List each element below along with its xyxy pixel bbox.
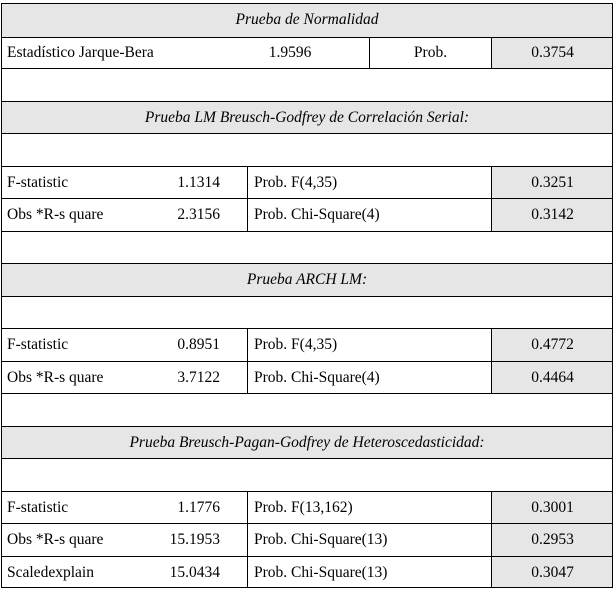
hetero-row-1	[1, 491, 613, 523]
arch-header	[1, 263, 613, 296]
stat-label: Scaledexplain	[7, 563, 94, 581]
normalidad-title: Prueba de Normalidad	[235, 11, 379, 28]
test-label: Prob. F(13,162)	[247, 492, 491, 523]
stat-value: 15.1953	[169, 531, 220, 548]
stat-label: Obs *R-s quare	[7, 531, 104, 548]
jarque-bera-value: 1.9596	[268, 44, 312, 61]
normalidad-row	[1, 37, 613, 68]
spacer-row	[1, 458, 613, 491]
prob-value: 0.3001	[491, 492, 613, 523]
prob-value: 0.4772	[491, 329, 613, 361]
hetero-title: Prueba Breusch-Pagan-Godfrey de Heteroscedasticidad:	[129, 433, 485, 451]
prob-value: 0.4464	[491, 362, 613, 393]
prob-value: 0.2953	[491, 524, 613, 556]
spacer-row	[1, 393, 613, 426]
stat-value: 2.3156	[177, 206, 220, 223]
hetero-header	[1, 426, 613, 458]
serial-title: Prueba LM Breusch-Godfrey de Correlación Serial:	[144, 108, 470, 126]
stat-label: Obs *R-s quare	[7, 368, 104, 386]
stat-value: 1.1314	[177, 173, 220, 191]
stat-label: F-statistic	[7, 336, 69, 353]
serial-header	[1, 101, 613, 133]
jarque-bera-label: Estadístico Jarque-Bera	[7, 44, 154, 61]
normalidad-header	[1, 3, 613, 37]
test-label: Prob. F(4,35)	[247, 167, 491, 198]
test-label: Prob. Chi-Square(13)	[247, 524, 491, 556]
stat-label: F-statistic	[7, 173, 69, 191]
serial-row-2	[1, 198, 613, 231]
arch-row-2	[1, 361, 613, 393]
prob-value: 0.3251	[491, 167, 613, 198]
prob-value: 0.3142	[491, 199, 613, 231]
spacer-row	[1, 231, 613, 263]
stat-label: Obs *R-s quare	[7, 206, 104, 223]
spacer-row	[1, 296, 613, 328]
stat-label: F-statistic	[7, 498, 69, 516]
arch-title: Prueba ARCH LM:	[246, 271, 368, 288]
spacer-row	[1, 68, 613, 101]
arch-row-1	[1, 328, 613, 361]
test-label: Prob. Chi-Square(4)	[247, 199, 491, 231]
test-label: Prob. Chi-Square(13)	[247, 557, 491, 588]
normalidad-prob-label: Prob.	[369, 38, 491, 68]
stat-value: 1.1776	[177, 498, 220, 516]
normalidad-prob-value: 0.3754	[491, 38, 613, 68]
test-label: Prob. Chi-Square(4)	[247, 362, 491, 393]
prob-value: 0.3047	[491, 557, 613, 588]
hetero-row-2	[1, 523, 613, 556]
test-label: Prob. F(4,35)	[247, 329, 491, 361]
serial-row-1	[1, 166, 613, 198]
stat-value: 0.8951	[177, 336, 220, 353]
spacer-row	[1, 133, 613, 166]
stat-value: 3.7122	[177, 368, 220, 386]
stat-value: 15.0434	[169, 563, 220, 581]
hetero-row-3	[1, 556, 613, 588]
